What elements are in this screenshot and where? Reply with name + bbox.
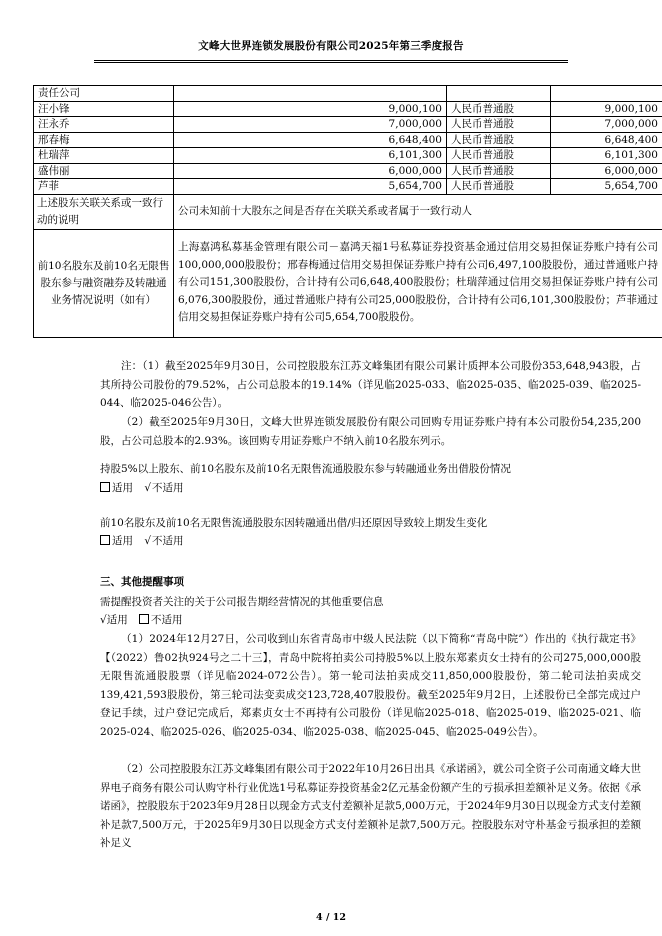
holder-name-cell: 邢春梅 <box>34 132 174 148</box>
margin-text: 上海嘉鸿私募基金管理有限公司－嘉鸿天福1号私募证券投资基金通过信用交易担保证券账户持有公司100,000,000股股份；邢春梅通过信用交易担保证券账户持有公司6,497,100股股份，通过普通账户持有公司151,300股股份，合计持有公司6,648,400股股份；杜瑞萍通过信用交易担保证券账户持有公司6,076,300股股份，通过普通账户持有公司25,000股股份，合计持有公司6,101,300股股份；芦菲通过信用交易担保证券账户持有公司5,654,700股股份。 <box>174 229 662 337</box>
holder-name-cell: 汪永乔 <box>34 117 174 133</box>
item-2: （2）公司控股股东江苏文峰集团有限公司于2022年10月26日出具《承诺函》，就公司全资子公司南通文峰大世界电子商务有限公司认购守朴行业优选1号私募证券投资基金2亿元基金份额产生的亏损承担差额补足义务。依据《承诺函》，控股股东于2023年9月28日以现金方式支付差额补足款5,000万元，于2024年9月30日以现金方式支付差额补足款7,500万元，于2025年9月30日以现金方式支付差额补足款7,500万元。控股股东对守朴基金亏损承担的差额补足义 <box>100 763 641 850</box>
relation-row <box>34 194 662 229</box>
holder-name-cell: 盛伟丽 <box>34 163 174 179</box>
table-row <box>34 148 662 164</box>
note-1: 注：（1）截至2025年9月30日，公司控股股东江苏文峰集团有限公司累计质押本公司股份353,648,943股，占其所持公司股份的79.52%，占公司总股本的19.14%（详见临2025-033、临2025-035、临2025-039、临2025-044、临2025-046公告）。 <box>100 360 641 410</box>
section-heading: 三、其他提醒事项 <box>100 576 184 588</box>
class-shares-cell: 5,654,700 <box>551 179 662 195</box>
holder-name-cell: 汪小锋 <box>34 101 174 117</box>
margin-label: 前10名股东及前10名无限售股东参与融资融券及转融通业务情况说明（如有） <box>34 229 174 337</box>
table-row <box>34 132 662 148</box>
holder-name-cell: 芦菲 <box>34 179 174 195</box>
class-shares-cell: 9,000,100 <box>551 101 662 117</box>
holder-shares-cell: 6,648,400 <box>174 132 447 148</box>
table-row-continued <box>34 86 662 102</box>
class-shares-cell: 6,648,400 <box>551 132 662 148</box>
holder-shares-cell: 6,101,300 <box>174 148 447 164</box>
section-options <box>100 612 183 627</box>
share-class-cell: 人民币普通股 <box>447 179 551 195</box>
holder-shares-cell: 6,000,000 <box>174 163 447 179</box>
holder-shares-cell: 5,654,700 <box>174 179 447 195</box>
holder-name-cell: 杜瑞萍 <box>34 148 174 164</box>
class-shares-cell: 6,000,000 <box>551 163 662 179</box>
lending-title: 持股5%以上股东、前10名股东及前10名无限售流通股股东参与转融通业务出借股份情况 <box>100 463 511 475</box>
share-class-cell: 人民币普通股 <box>447 117 551 133</box>
checkmark-icon: √ <box>100 614 107 626</box>
checkmark-icon: √ <box>144 535 152 547</box>
section-intro: 需提醒投资者关注的关于公司报告期经营情况的其他重要信息 <box>100 596 384 608</box>
top-holders-table <box>33 85 662 338</box>
table-row <box>34 101 662 117</box>
table-row <box>34 179 662 195</box>
page-number: 4 / 12 <box>316 912 346 923</box>
checkbox-icon <box>100 482 110 492</box>
share-class-cell: 人民币普通股 <box>447 101 551 117</box>
report-header-title: 文峰大世界连锁发展股份有限公司2025年第三季度报告 <box>198 40 464 52</box>
change-options <box>100 533 184 548</box>
table-row <box>34 117 662 133</box>
holder-shares-cell: 7,000,000 <box>174 117 447 133</box>
class-shares-cell: 6,101,300 <box>551 148 662 164</box>
holder-shares-cell: 9,000,100 <box>174 101 447 117</box>
option-applicable: 适用 <box>112 482 133 494</box>
margin-row <box>34 229 662 337</box>
option-applicable: 适用 <box>112 535 133 547</box>
share-class-cell: 人民币普通股 <box>447 132 551 148</box>
relation-label: 上述股东关联关系或一致行动的说明 <box>34 194 174 229</box>
checkbox-icon <box>139 614 149 624</box>
note-2: （2）截至2025年9月30日，文峰大世界连锁发展股份有限公司回购专用证券账户持有本公司股份54,235,200股，占公司总股本的2.93%。该回购专用证券账户不纳入前10名股东列示。 <box>100 416 641 447</box>
option-not-applicable: 不适用 <box>152 535 184 547</box>
change-title: 前10名股东及前10名无限售流通股股东因转融通出借/归还原因导致较上期发生变化 <box>100 517 488 529</box>
lending-options <box>100 480 184 495</box>
share-class-cell: 人民币普通股 <box>447 148 551 164</box>
relation-text: 公司未知前十大股东之间是否存在关联关系或者属于一致行动人 <box>174 194 662 229</box>
holder-name-cell: 责任公司 <box>34 86 174 102</box>
checkbox-icon <box>100 535 110 545</box>
option-applicable: 适用 <box>106 614 128 626</box>
class-shares-cell: 7,000,000 <box>551 117 662 133</box>
item-1: （1）2024年12月27日，公司收到山东省青岛市中级人民法院（以下简称“青岛中院”）作出的《执行裁定书》【（2022）鲁02执924号之二十三】，青岛中院将拍卖公司持股5%以上股东郑素贞女士持有的公司275,000,000股无限售流通股股票（详见临2024-072公告）。第一轮司法拍卖成交11,850,000股股份，第二轮司法拍卖成交139,421,593股股份，第三轮司法变卖成交123,728,407股股份。截至2025年9月2日，上述股份已全部完成过户登记手续，过户登记完成后，郑素贞女士不再持有公司股份（详见临2025-018、临2025-019、临2025-021、临2025-024、临2025-026、临2025-034、临2025-038、临2025-045、临2025-049公告）。 <box>100 633 641 738</box>
header-divider <box>94 60 568 63</box>
table-row <box>34 163 662 179</box>
checkmark-icon: √ <box>144 482 152 494</box>
share-class-cell: 人民币普通股 <box>447 163 551 179</box>
option-not-applicable: 不适用 <box>151 614 183 626</box>
option-not-applicable: 不适用 <box>152 482 184 494</box>
